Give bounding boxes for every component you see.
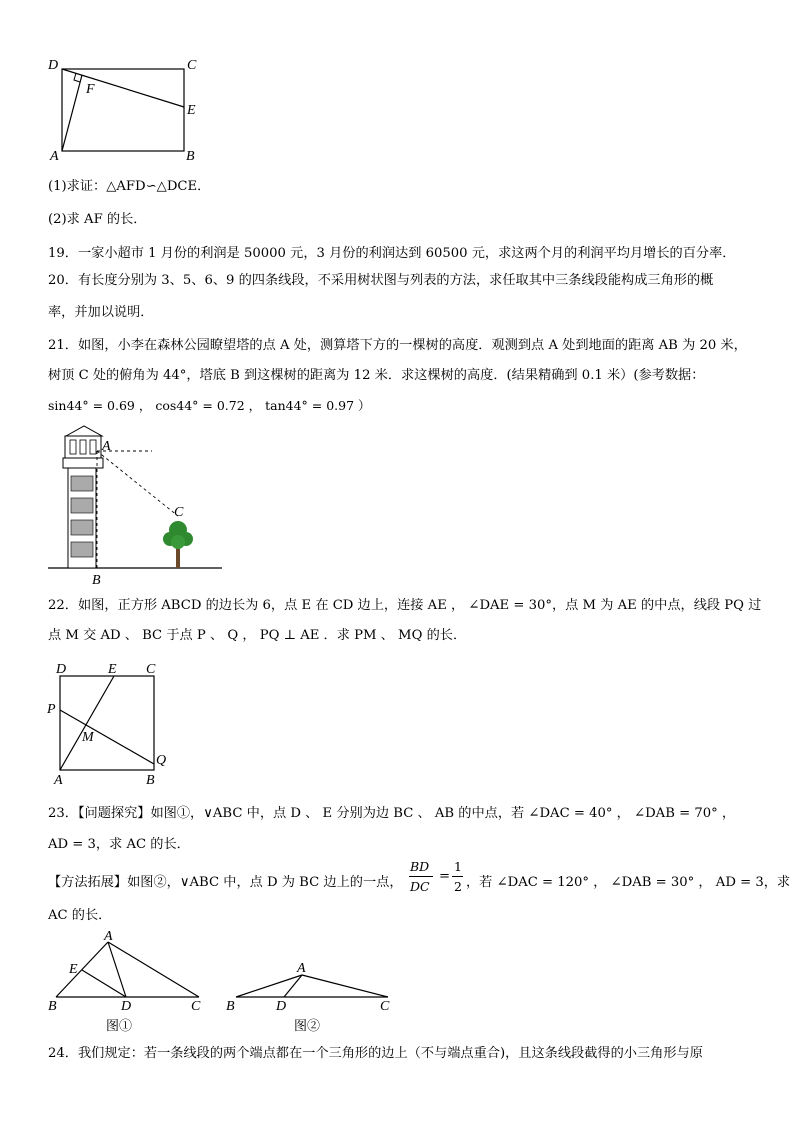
q23-line3 (48, 859, 791, 906)
q23-line1: 23．【问题探究】如图①，∨ABC 中，点 D 、 E 分别为边 BC 、 AB 的中点，若 ∠DAC = 40° ， ∠DAB = 70° ， (48, 806, 736, 821)
q21-line3: sin44° = 0.69 ， cos44° = 0.72 ， tan44° = 0.97 ） (48, 398, 371, 413)
figure-watchtower (44, 418, 234, 588)
q22-line1: 22．如图，正方形 ABCD 的边长为 6，点 E 在 CD 边上，连接 AE ， ∠DAE = 30°，点 M 为 AE 的中点，线段 PQ 过 (48, 598, 762, 613)
segment-af (62, 75, 82, 151)
q22-line2: 点 M 交 AD 、 BC 于点 P 、 Q ， PQ ⊥ AE ．求 PM 、 MQ 的长． (48, 628, 467, 643)
figure-rectangle-abcd (40, 52, 220, 167)
label-q: Q (156, 753, 167, 768)
tower-panel (71, 542, 93, 557)
label-a: A (54, 773, 63, 788)
label-e: E (108, 662, 117, 677)
segment-ad (108, 942, 126, 997)
label-b: B (48, 999, 57, 1014)
label-a: A (104, 930, 113, 944)
label-d: D (276, 999, 287, 1014)
q23-line3-start: 【方法拓展】如图②，∨ABC 中，点 D 为 BC 边上的一点， (48, 875, 403, 890)
tree-trunk (176, 546, 180, 568)
label-d: D (48, 58, 59, 73)
q23-line2: AD = 3，求 AC 的长． (48, 837, 190, 852)
segment-ae (60, 676, 114, 770)
label-d: D (121, 999, 132, 1014)
equals-sign: = (439, 869, 451, 884)
segment-ac (302, 975, 388, 997)
segment-de (62, 69, 184, 107)
label-a: A (50, 149, 59, 164)
q18-part2: (2)求 AF 的长． (48, 212, 147, 227)
fraction-bar (409, 876, 433, 877)
label-a: A (102, 439, 111, 454)
tower-window (90, 440, 96, 454)
half-denominator: 2 (454, 879, 462, 894)
q21-line2: 树顶 C 处的俯角为 44°，塔底 B 到这棵树的距离为 12 米．求这棵树的高度．(结果精确到 0.1 米）(参考数据： (48, 368, 705, 383)
dashed-ac (97, 451, 178, 516)
tree-crown (171, 535, 185, 549)
caption-figure-1: 图① (106, 1018, 133, 1033)
segment-pq (60, 710, 154, 764)
q24-text: 24．我们规定：若一条线段的两个端点都在一个三角形的边上（不与端点重合)，且这条线段截得的小三角形与原 (48, 1046, 703, 1061)
q23-line4: AC 的长． (48, 908, 112, 923)
half-bar (452, 876, 463, 877)
label-b: B (146, 773, 155, 788)
label-b: B (186, 149, 195, 164)
label-d: D (56, 662, 67, 677)
figure-1-triangle (44, 930, 214, 1038)
label-b: B (226, 999, 235, 1014)
segment-ed (82, 970, 126, 997)
label-a: A (297, 961, 306, 976)
caption-figure-2: 图② (294, 1018, 321, 1033)
fraction-numerator: BD (410, 859, 430, 874)
label-e: E (69, 962, 78, 977)
label-c: C (174, 505, 184, 520)
q18-part1: (1)求证：△AFD∽△DCE． (48, 179, 211, 194)
label-b: B (92, 573, 101, 588)
tower-panel (71, 520, 93, 535)
tower-window (80, 440, 86, 454)
label-m: M (82, 730, 94, 745)
label-c: C (191, 999, 201, 1014)
q19-text: 19．一家小超市 1 月份的利润是 50000 元，3 月份的利润达到 60500 元，求这两个月的利润平均月增长的百分率． (48, 246, 736, 261)
q20-line1: 20．有长度分别为 3、5、6、9 的四条线段，不采用树状图与列表的方法，求任取其中三条线段能构成三角形的概 (48, 273, 714, 288)
label-e: E (187, 103, 196, 118)
tower-roof (66, 426, 102, 436)
label-p: P (47, 702, 56, 717)
segment-ab (236, 975, 302, 997)
tower-panel (71, 498, 93, 513)
q23-line3-end: ，若 ∠DAC = 120° ， ∠DAB = 30° ， AD = 3，求 (466, 875, 791, 890)
fraction-denominator: DC (410, 879, 430, 894)
label-c: C (380, 999, 390, 1014)
segment-ab (56, 942, 108, 997)
figure-2-triangle (222, 955, 402, 1038)
tower-panel (71, 476, 93, 491)
tower-window (70, 440, 76, 454)
half-numerator: 1 (454, 859, 462, 874)
label-f: F (86, 82, 95, 97)
q20-line2: 率，并加以说明． (48, 305, 154, 320)
figure-square-abcd (42, 660, 182, 788)
q21-line1: 21．如图，小李在森林公园瞭望塔的点 A 处，测算塔下方的一棵树的高度．观测到点 A 处到地面的距离 AB 为 20 米， (48, 338, 747, 353)
label-c: C (146, 662, 156, 677)
segment-ac (108, 942, 199, 997)
label-c: C (187, 58, 197, 73)
